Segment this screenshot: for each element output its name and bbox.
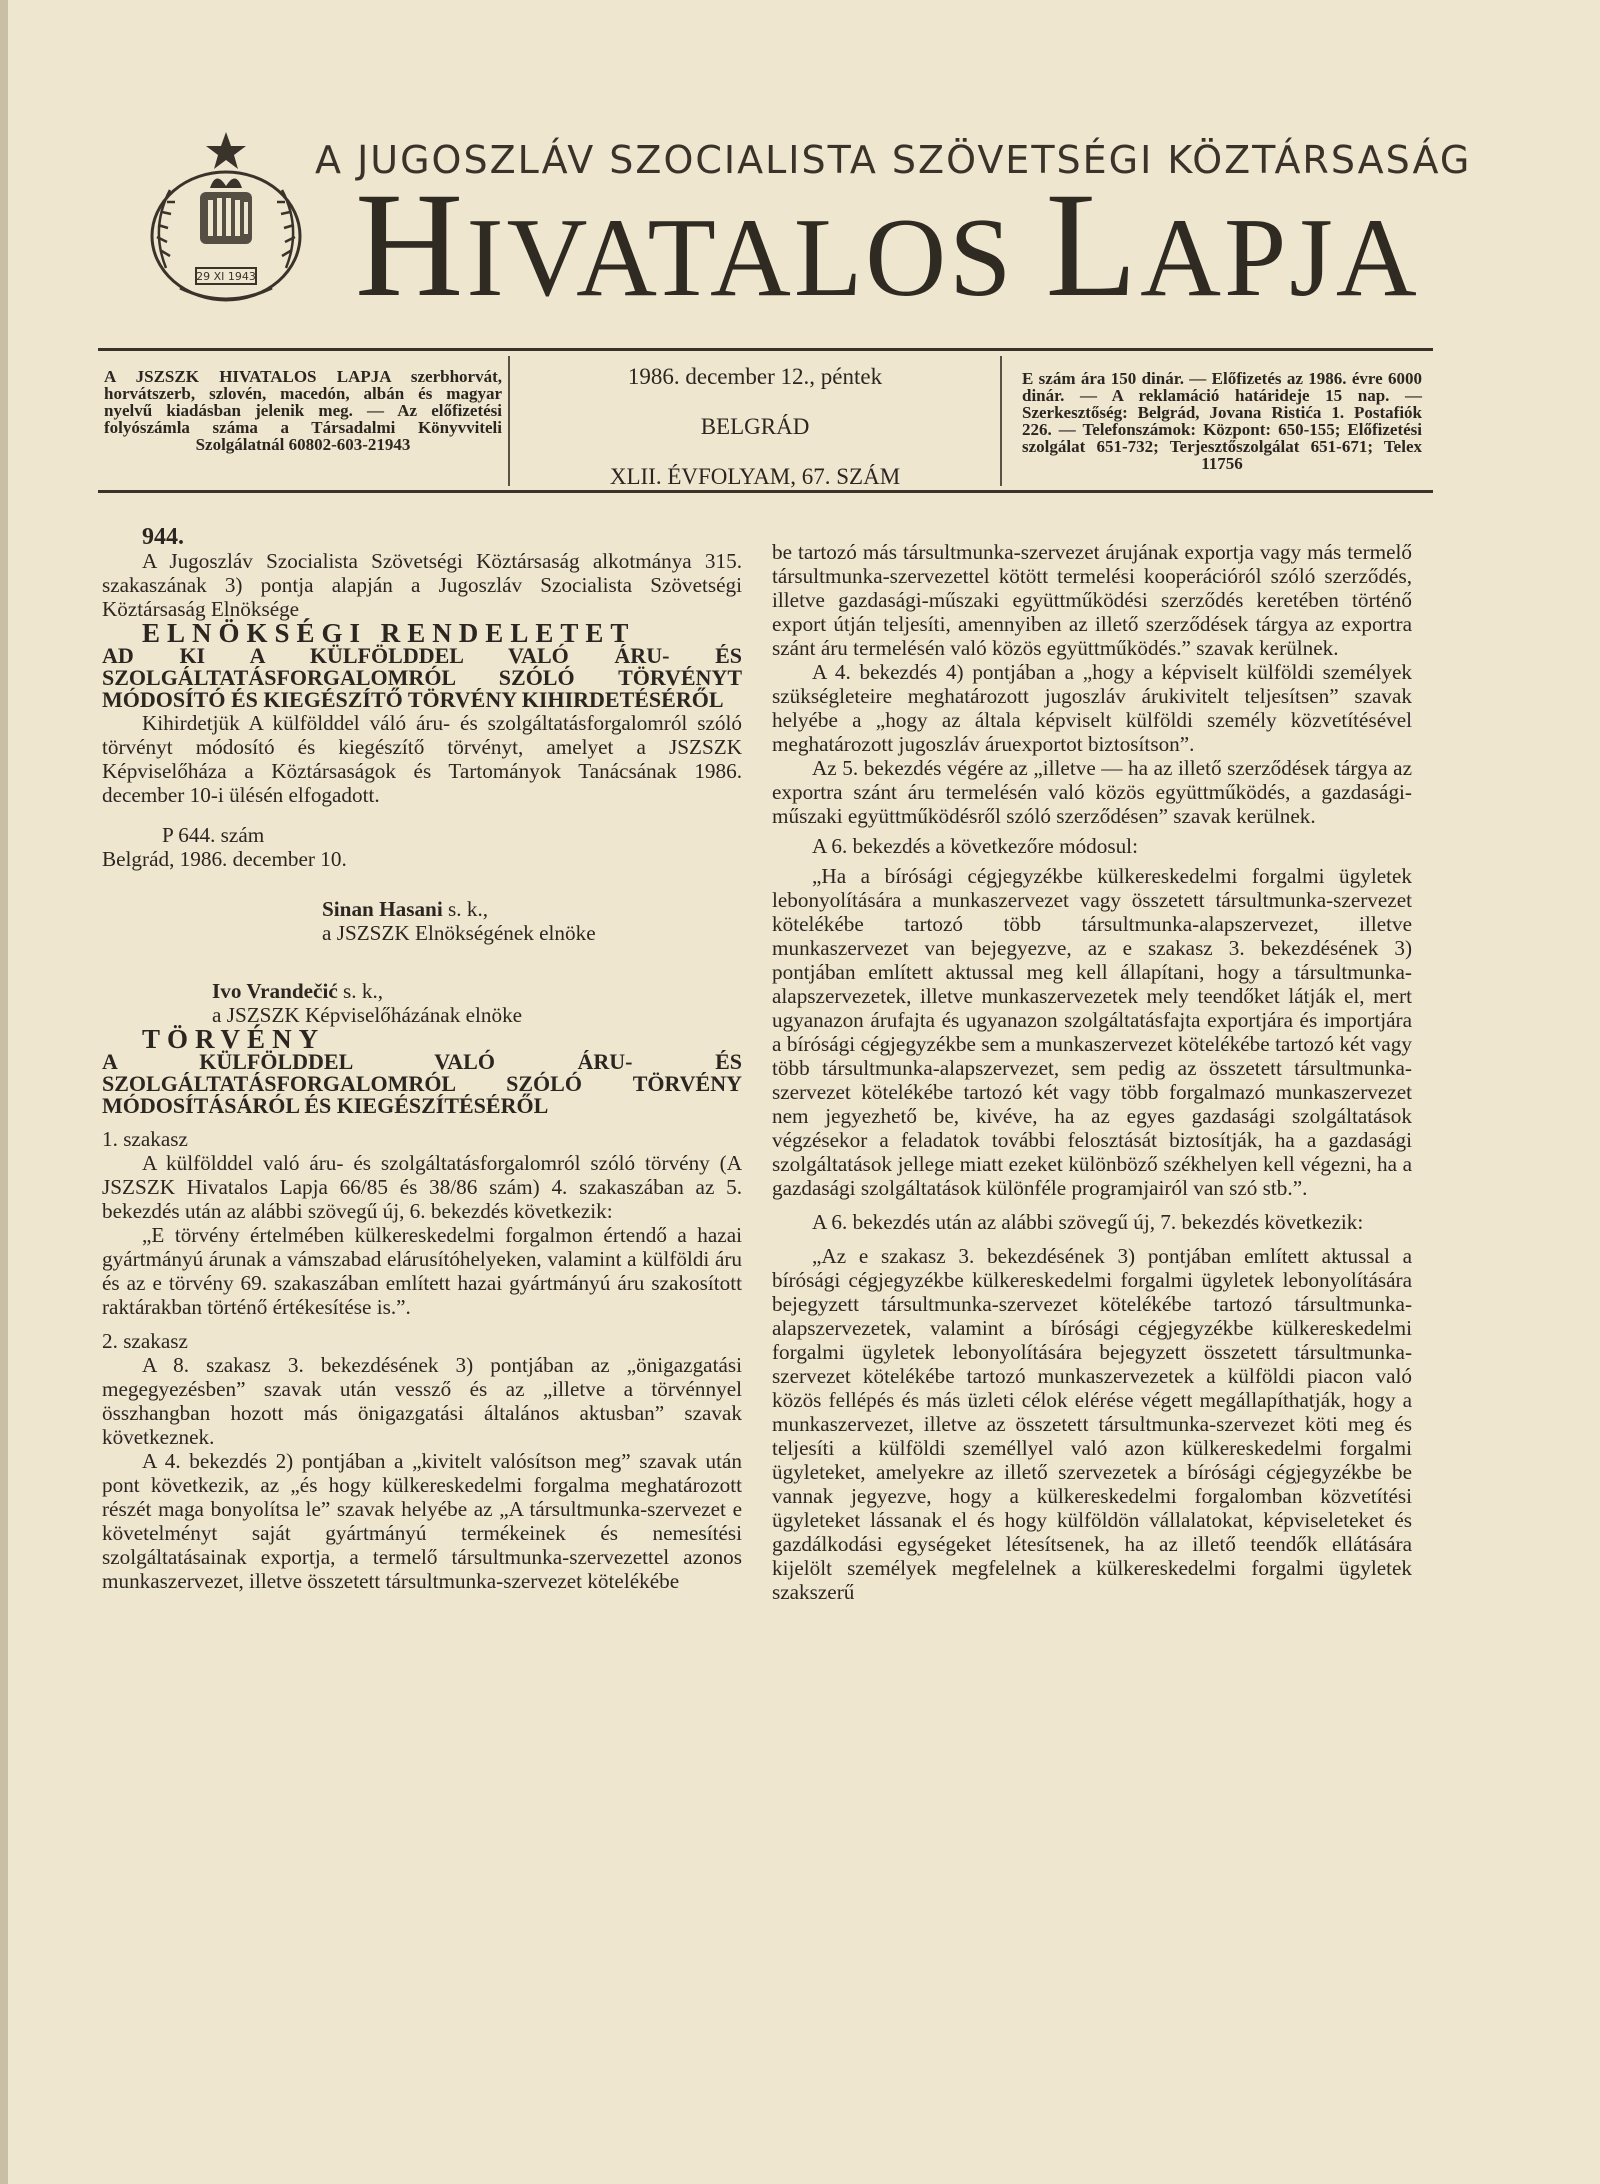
issue-date: 1986. december 12., péntek — [627, 364, 883, 389]
reference-date: Belgrád, 1986. december 10. — [102, 847, 347, 871]
price-contact-info: E szám ára 150 dinár. — Előfizetés az 1986. évre 6000 dinár. — A reklamáció határideje 15 nap. — Szerkesztőség: Belgrád, Jovana Ristića 1. Postafiók 226. — Telefonszámok: Központ: 650-155; Előfizetési szolgálat 651-732; Terjesztőszolgálat 651-671; Telex 11756 — [1022, 369, 1422, 473]
section-2-paragraph-2: A 4. bekezdés 2) pontjában a „kivitelt valósítson meg” szavak után pont következik, az „és hogy külkereskedelmi forgalma meghatározott részét maga bonyolítsa le” szavak helyébe az „A társultmunka-szervezet e követelményt saját gyártmányú termékeinek és nemesítési szolgáltatásainak exportja, a termelő társultmunka-szervezettel azonos munkaszervezet, illetve összetett társultmunka-szervezet kötelékébe — [102, 1449, 742, 1593]
header-rule-bottom — [98, 490, 1433, 493]
section-2-title: 2. szakasz — [102, 1329, 188, 1353]
right-paragraph-5: „Ha a bírósági cégjegyzékbe külkereskedelmi forgalmi ügyletek lebonyolítására a munkaszervezet vagy összetett társultmunka-szervezet kötelékébe tartozó több társultmunka-alapszervezet, illetve munkaszervezet van bejegyezve, az e szakasz 3. bekezdésének 3) pontjában említett aktussal meg kell állapítani, hogy a társultmunka-alapszervezetek, illetve munkaszervezetek mely teendőket látják el, mert ugyanazon árufajta és ugyanazon szolgáltatásfajta exportjára és importjára a bírósági cégjegyzékbe sem a munkaszervezet kötelékébe tartozó két vagy több társultmunka-alapszervezet, sem pedig az összetett társultmunka-szervezet kötelékébe tartozó két vagy több forgalmazó munkaszervezet nem jegyezhető be, kivéve, ha az egyes gazdasági szolgáltatások végzésekor a feladatok további felosztását biztosítják, ha a gazdasági szolgáltatások jellege miatt ezeket különböző székhelyen kell végezni, ha a gazdasági szolgáltatások különféle programjairól van szó stb.”. — [772, 864, 1412, 1200]
section-1-title: 1. szakasz — [102, 1127, 188, 1151]
signatory-role-1: a JSZSZK Elnökségének elnöke — [322, 921, 596, 945]
law-subheading: A KÜLFÖLDDEL VALÓ ÁRU- ÉS SZOLGÁLTATÁSFORGALOMRÓL SZÓLÓ TÖRVÉNY MÓDOSÍTÁSÁRÓL ÉS KIEGÉSZÍTÉSÉRŐL — [102, 1049, 742, 1118]
signatory-name-1: Sinan Hasani — [322, 897, 443, 921]
page-edge — [0, 0, 8, 2184]
issue-volume: XLII. ÉVFOLYAM, 67. SZÁM — [609, 464, 901, 489]
signatory-role-2: a JSZSZK Képviselőházának elnöke — [212, 1003, 523, 1027]
right-paragraph-1: be tartozó más társultmunka-szervezet árujának exportja vagy más termelő társultmunka-szervezettel kötött termelési kooperációról szóló szerződés, illetve gazdasági-műszaki együttműködési szerződés keretében történő export útján teljesíti, amennyiben az illető szerződések tárgya az exportra szánt áru termelésén való közös együttműködés.” szavak kerülnek. — [772, 540, 1412, 660]
section-1-paragraph-2: „E törvény értelmében külkereskedelmi forgalmon értendő a hazai gyártmányú árunak a vámszabad elárusítóhelyeken, valamint a külföldi áru és az e törvény 69. szakaszában említett hazai gyártmányú áru szakosított raktárakban történő értékesítése is.”. — [102, 1223, 742, 1319]
signatory-suffix-1: s. k., — [442, 897, 489, 921]
right-paragraph-6: A 6. bekezdés után az alábbi szövegű új, 7. bekezdés következik: — [812, 1210, 1364, 1234]
right-paragraph-7: „Az e szakasz 3. bekezdésének 3) pontjában említett aktussal a bírósági cégjegyzékbe külkereskedelmi forgalmi ügyletek lebonyolítására bejegyzett társultmunka-szervezet kötelékébe tartozó társultmunka-alapszervezetek, valamint a bírósági cégjegyzékbe külkereskedelmi forgalmi ügyletek lebonyolítására bejegyzett összetett társultmunka-szervezet kötelékébe tartozó munkaszervezetek a külföldi piacon való közös fellépés és más üzleti célok elérése végett megállapíthatják, hogy a munkaszervezet, illetve az összetett társultmunka-szervezet köti meg és teljesíti a külföldi személlyel való azon külkereskedelmi forgalmi ügyleteket, amelyekre az illető szervezetek a bírósági cégjegyzékbe be vannak jegyezve, hogy a külkereskedelmi forgalomban közvetítési ügyleteket lássanak el és hogy külföldön vállalatokat, képviseleteket és gazdálkodási egységeket létesítsenek, ha az illető teendők ellátására kijelölt személyek megfelelnek a külkereskedelmi forgalmi ügyletek szakszerű — [772, 1244, 1412, 1604]
issue-place: BELGRÁD — [700, 414, 810, 439]
reference-number: P 644. szám — [162, 823, 265, 847]
header-separator-left — [508, 356, 510, 486]
masthead-title-h: H — [355, 162, 467, 328]
right-paragraph-2: A 4. bekezdés 4) pontjában a „hogy a képviselt külföldi személyek szükségleteire meghatározott jugoszláv árukivitelt teljesítsen” szavak helyébe a „hogy az általa képviselt külföldi személy közvetítésével meghatározott jugoszláv áruexportot biztosítson”. — [772, 660, 1412, 756]
right-paragraph-4: A 6. bekezdés a következőre módosul: — [812, 834, 1138, 858]
state-emblem-icon — [140, 128, 312, 308]
header-rule-top — [98, 348, 1433, 351]
law-heading: TÖRVÉNY — [142, 1024, 326, 1054]
right-column — [772, 540, 1412, 1604]
document-number: 944. — [142, 524, 184, 550]
masthead-supertitle: A JUGOSZLÁV SZOCIALISTA SZÖVETSÉGI KÖZTÁRSASÁG — [315, 138, 1472, 182]
decree-subheading: AD KI A KÜLFÖLDDEL VALÓ ÁRU- ÉS SZOLGÁLTATÁSFORGALOMRÓL SZÓLÓ TÖRVÉNYT MÓDOSÍTÓ ÉS KIEGÉSZÍTŐ TÖRVÉNY KIHIRDETÉSÉRŐL — [102, 643, 742, 712]
masthead-title-ivatalos: IVATALOS — [466, 196, 1046, 320]
publication-info: A JSZSZK HIVATALOS LAPJA szerbhorvát, horvátszerb, szlovén, macedón, albán és magyar nyelvű kiadásban jelenik meg. — Az előfizetési folyószámla száma a Társadalmi Könyvviteli Szolgálatnál 60802-603-21943 — [104, 367, 502, 454]
signatory-suffix-2: s. k., — [337, 979, 384, 1003]
header-separator-right — [1000, 356, 1002, 486]
svg-text:29 XI 1943: 29 XI 1943 — [196, 270, 256, 283]
section-2-paragraph-1: A 8. szakasz 3. bekezdésének 3) pontjában az „önigazgatási megegyezésben” szavak után vessző és az „illetve a törvénnyel összhangban hozott más önigazgatási általános aktusban” szavak következnek. — [102, 1353, 742, 1449]
right-paragraph-3: Az 5. bekezdés végére az „illetve — ha az illető szerződések tárgya az exportra szánt áru termelésén való közös együttműködés, a gazdasági-műszaki együttműködésről szóló szerződésen” szavak kerülnek. — [772, 756, 1412, 828]
promulgation-paragraph: Kihirdetjük A külfölddel váló áru- és szolgáltatásforgalomról szóló törvényt módosító és kiegészítő törvényt, amelyet a JSZSZK Képviselőháza a Köztársaságok és Tartományok Tanácsának 1986. december 10-i ülésén elfogadott. — [102, 711, 742, 807]
signatory-name-2: Ivo Vrandečić — [212, 979, 338, 1003]
section-1-paragraph-1: A külfölddel való áru- és szolgáltatásforgalomról szóló törvény (A JSZSZK Hivatalos Lapja 66/85 és 38/86 szám) 4. szakaszában az 5. bekezdés után az alábbi szövegű új, 6. bekezdés következik: — [102, 1151, 742, 1223]
signature-assembly — [212, 979, 592, 1027]
masthead-title-apja: APJA — [1140, 196, 1420, 320]
signature-president — [322, 897, 702, 945]
decree-heading: ELNÖKSÉGI RENDELETET — [142, 618, 636, 648]
masthead-title — [355, 162, 1420, 328]
intro-paragraph: A Jugoszláv Szocialista Szövetségi Köztársaság alkotmánya 315. szakaszának 3) pontja alapján a Jugoszláv Szocialista Szövetségi Köztársaság Elnöksége — [102, 549, 742, 621]
left-column — [102, 525, 742, 1593]
masthead-title-l: L — [1045, 162, 1141, 328]
